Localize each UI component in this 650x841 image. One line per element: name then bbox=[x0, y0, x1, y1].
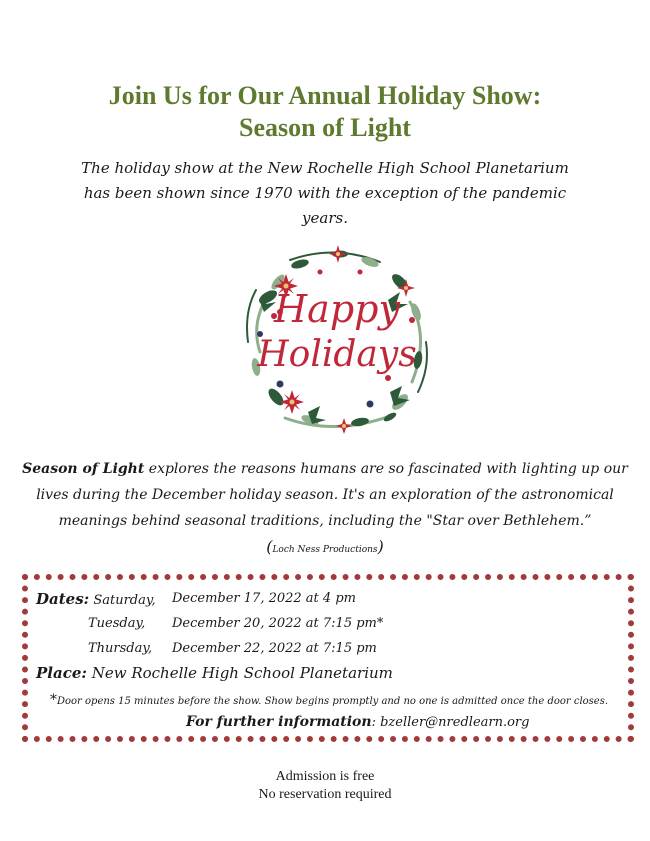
note-asterisk: * bbox=[50, 692, 57, 708]
intro-paragraph bbox=[80, 156, 570, 231]
info-row bbox=[186, 714, 529, 730]
credit-open-paren: ( bbox=[266, 537, 273, 556]
happy-holidays-wreath-graphic bbox=[240, 242, 434, 436]
description-line-2: lives during the December holiday season. It's an exploration of the astronomical bbox=[36, 487, 614, 503]
admission-footer bbox=[0, 768, 650, 804]
info-email-link[interactable]: bzeller@nredlearn.org bbox=[380, 715, 530, 730]
title-line-2: Season of Light bbox=[239, 113, 411, 142]
credit-close-paren: ) bbox=[377, 537, 384, 556]
date-day-3: Thursday, bbox=[88, 641, 153, 656]
intro-line-3: years. bbox=[302, 209, 348, 227]
admission-line: Admission is free bbox=[275, 769, 375, 784]
dates-row-1 bbox=[36, 590, 156, 608]
page-title bbox=[0, 80, 650, 144]
production-credit: Loch Ness Productions bbox=[272, 545, 378, 555]
details-box bbox=[22, 574, 634, 742]
date-value-3: December 22, 2022 at 7:15 pm bbox=[172, 641, 377, 656]
intro-line-1: The holiday show at the New Rochelle High School Planetarium bbox=[81, 159, 569, 177]
credit-line bbox=[10, 534, 640, 563]
info-colon: : bbox=[371, 715, 376, 730]
place-row bbox=[36, 664, 393, 682]
reservation-line: No reservation required bbox=[258, 787, 392, 802]
place-value: New Rochelle High School Planetarium bbox=[91, 664, 393, 682]
title-line-1: Join Us for Our Annual Holiday Show: bbox=[108, 81, 542, 110]
info-label: For further information bbox=[186, 714, 372, 730]
graphic-text-happy: Happy bbox=[274, 287, 400, 331]
dates-label: Dates: bbox=[36, 590, 90, 608]
description-line-1-rest: explores the reasons humans are so fascinated with lighting up our bbox=[144, 461, 628, 477]
intro-line-2: has been shown since 1970 with the exception of the pandemic bbox=[83, 184, 567, 202]
place-label: Place: bbox=[36, 664, 87, 682]
door-note bbox=[50, 692, 608, 708]
description-line-1 bbox=[10, 456, 640, 482]
graphic-text-holidays: Holidays bbox=[257, 334, 417, 375]
show-name: Season of Light bbox=[22, 461, 145, 477]
date-day-1: Saturday, bbox=[93, 593, 156, 608]
date-value-2: December 20, 2022 at 7:15 pm* bbox=[172, 616, 384, 631]
date-value-1: December 17, 2022 at 4 pm bbox=[172, 591, 356, 606]
description-line-3: meanings behind seasonal traditions, including the "Star over Bethlehem.” bbox=[58, 513, 592, 529]
show-description bbox=[10, 456, 640, 563]
date-day-2: Tuesday, bbox=[88, 616, 146, 631]
note-text: Door opens 15 minutes before the show. Show begins promptly and no one is admitted once the door closes. bbox=[57, 696, 609, 707]
